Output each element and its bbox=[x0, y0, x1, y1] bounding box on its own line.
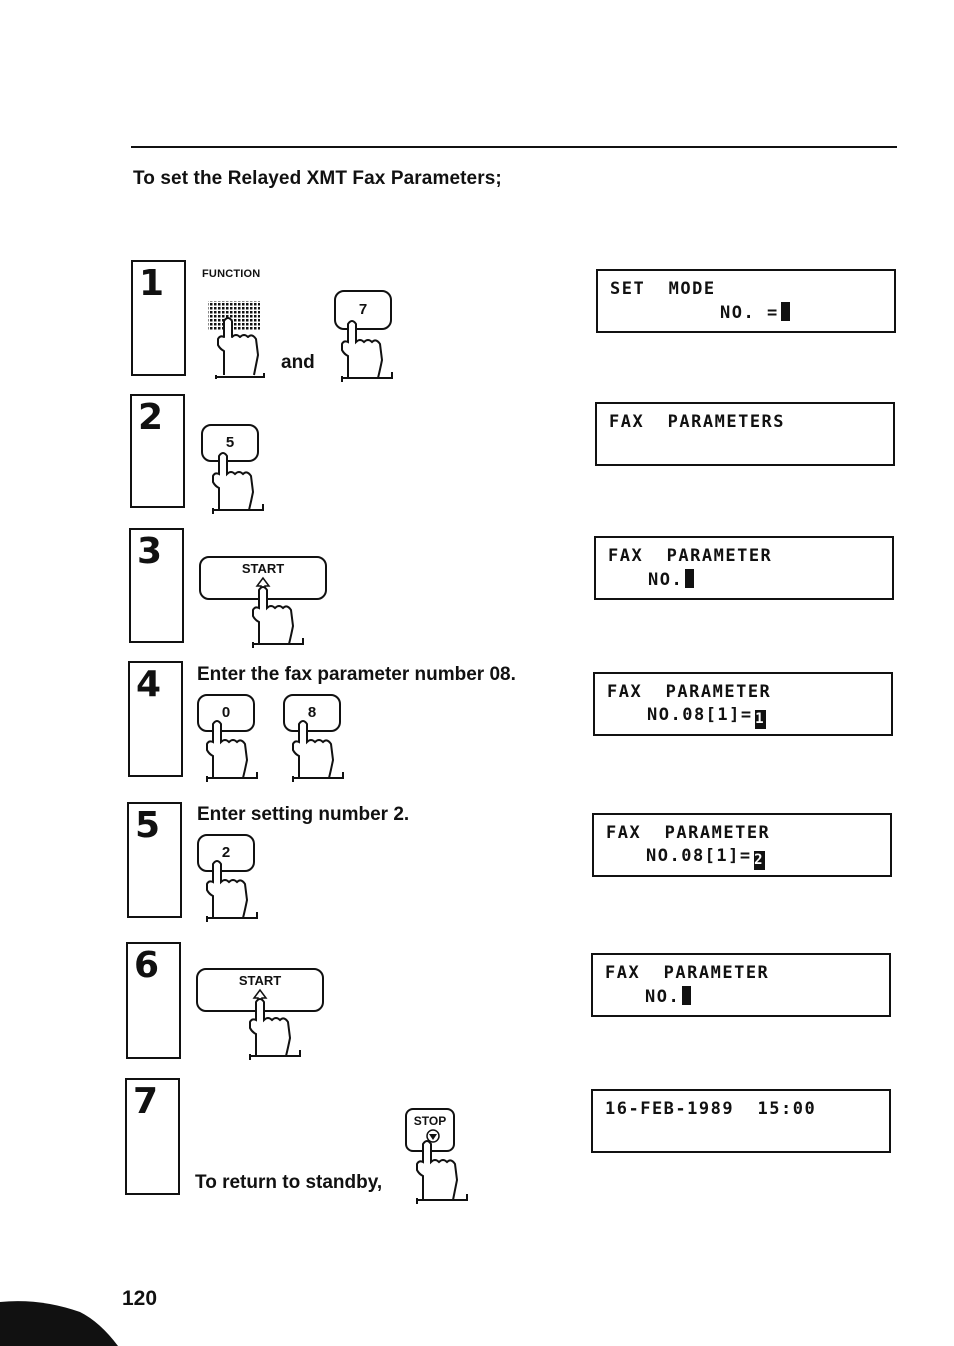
and-text: and bbox=[281, 352, 315, 373]
start-label: START bbox=[199, 556, 327, 600]
intro-text: To set the Relayed XMT Fax Parameters; bbox=[133, 168, 502, 189]
key-label: 5 bbox=[201, 424, 259, 462]
hand-icon bbox=[201, 718, 261, 784]
step-7-instruction: To return to standby, bbox=[195, 1172, 383, 1193]
page-number: 120 bbox=[122, 1287, 158, 1310]
lcd-line-2 bbox=[720, 302, 790, 323]
hand-icon bbox=[201, 858, 261, 924]
lcd-line-2 bbox=[647, 705, 766, 729]
lcd-value-cursor: 1 bbox=[755, 711, 766, 727]
lcd-line-2 bbox=[648, 569, 694, 590]
lcd-line-2 bbox=[646, 846, 765, 870]
lcd-line-1: FAX PARAMETER bbox=[608, 546, 773, 566]
lcd-display-5 bbox=[592, 813, 892, 877]
lcd-display-1 bbox=[596, 269, 896, 333]
step-number: 7 bbox=[133, 1081, 159, 1122]
lcd-line-2 bbox=[645, 986, 691, 1007]
step-6-box bbox=[126, 942, 181, 1059]
hand-icon bbox=[287, 718, 347, 784]
header-rule bbox=[131, 146, 897, 148]
page-corner-shading bbox=[0, 1292, 120, 1346]
step-1-box bbox=[131, 260, 186, 376]
function-key[interactable] bbox=[206, 299, 270, 388]
key-label: 2 bbox=[197, 834, 255, 872]
stop-label: STOP bbox=[405, 1108, 455, 1152]
lcd-line-2-text: NO.08[1]= bbox=[647, 705, 753, 725]
lcd-display-2 bbox=[595, 402, 895, 466]
lcd-cursor bbox=[682, 986, 691, 1005]
step-number: 4 bbox=[136, 664, 162, 705]
step-number: 2 bbox=[138, 397, 164, 438]
step-5-instruction: Enter setting number 2. bbox=[197, 804, 410, 825]
function-label: FUNCTION bbox=[202, 268, 261, 280]
start-label: START bbox=[196, 968, 324, 1012]
lcd-line-2-text: NO.08[1]= bbox=[646, 846, 752, 866]
lcd-line-1: FAX PARAMETERS bbox=[609, 412, 786, 432]
lcd-line-1: SET MODE bbox=[610, 279, 716, 299]
step-3-box bbox=[129, 528, 184, 643]
key-label: 7 bbox=[334, 290, 392, 330]
lcd-value-cursor: 2 bbox=[754, 852, 765, 868]
lcd-display-7 bbox=[591, 1089, 891, 1153]
step-number: 3 bbox=[137, 531, 163, 572]
hand-icon bbox=[336, 318, 396, 384]
hand-icon bbox=[247, 576, 307, 650]
lcd-cursor bbox=[781, 302, 790, 321]
hand-icon bbox=[207, 450, 267, 516]
step-7-box bbox=[125, 1078, 180, 1195]
lcd-line-2-text: NO. = bbox=[720, 303, 779, 323]
lcd-display-4 bbox=[593, 672, 893, 736]
key-label: 8 bbox=[283, 694, 341, 732]
key-label: 0 bbox=[197, 694, 255, 732]
step-number: 5 bbox=[135, 805, 161, 846]
lcd-display-3 bbox=[594, 536, 894, 600]
lcd-display-6 bbox=[591, 953, 891, 1017]
step-4-box bbox=[128, 661, 183, 777]
hand-icon bbox=[244, 988, 304, 1062]
function-key-icon bbox=[206, 299, 270, 383]
step-5-box bbox=[127, 802, 182, 918]
lcd-line-1: FAX PARAMETER bbox=[605, 963, 770, 983]
step-number: 6 bbox=[134, 945, 160, 986]
lcd-line-2-text: NO. bbox=[645, 987, 681, 1007]
hand-icon bbox=[409, 1126, 473, 1206]
lcd-line-1: FAX PARAMETER bbox=[607, 682, 772, 702]
step-2-box bbox=[130, 394, 185, 508]
step-number: 1 bbox=[139, 263, 165, 304]
lcd-cursor bbox=[685, 569, 694, 588]
lcd-line-1: FAX PARAMETER bbox=[606, 823, 771, 843]
lcd-line-1: 16-FEB-1989 15:00 bbox=[605, 1099, 817, 1119]
lcd-line-2-text: NO. bbox=[648, 570, 684, 590]
step-4-instruction: Enter the fax parameter number 08. bbox=[197, 664, 516, 685]
